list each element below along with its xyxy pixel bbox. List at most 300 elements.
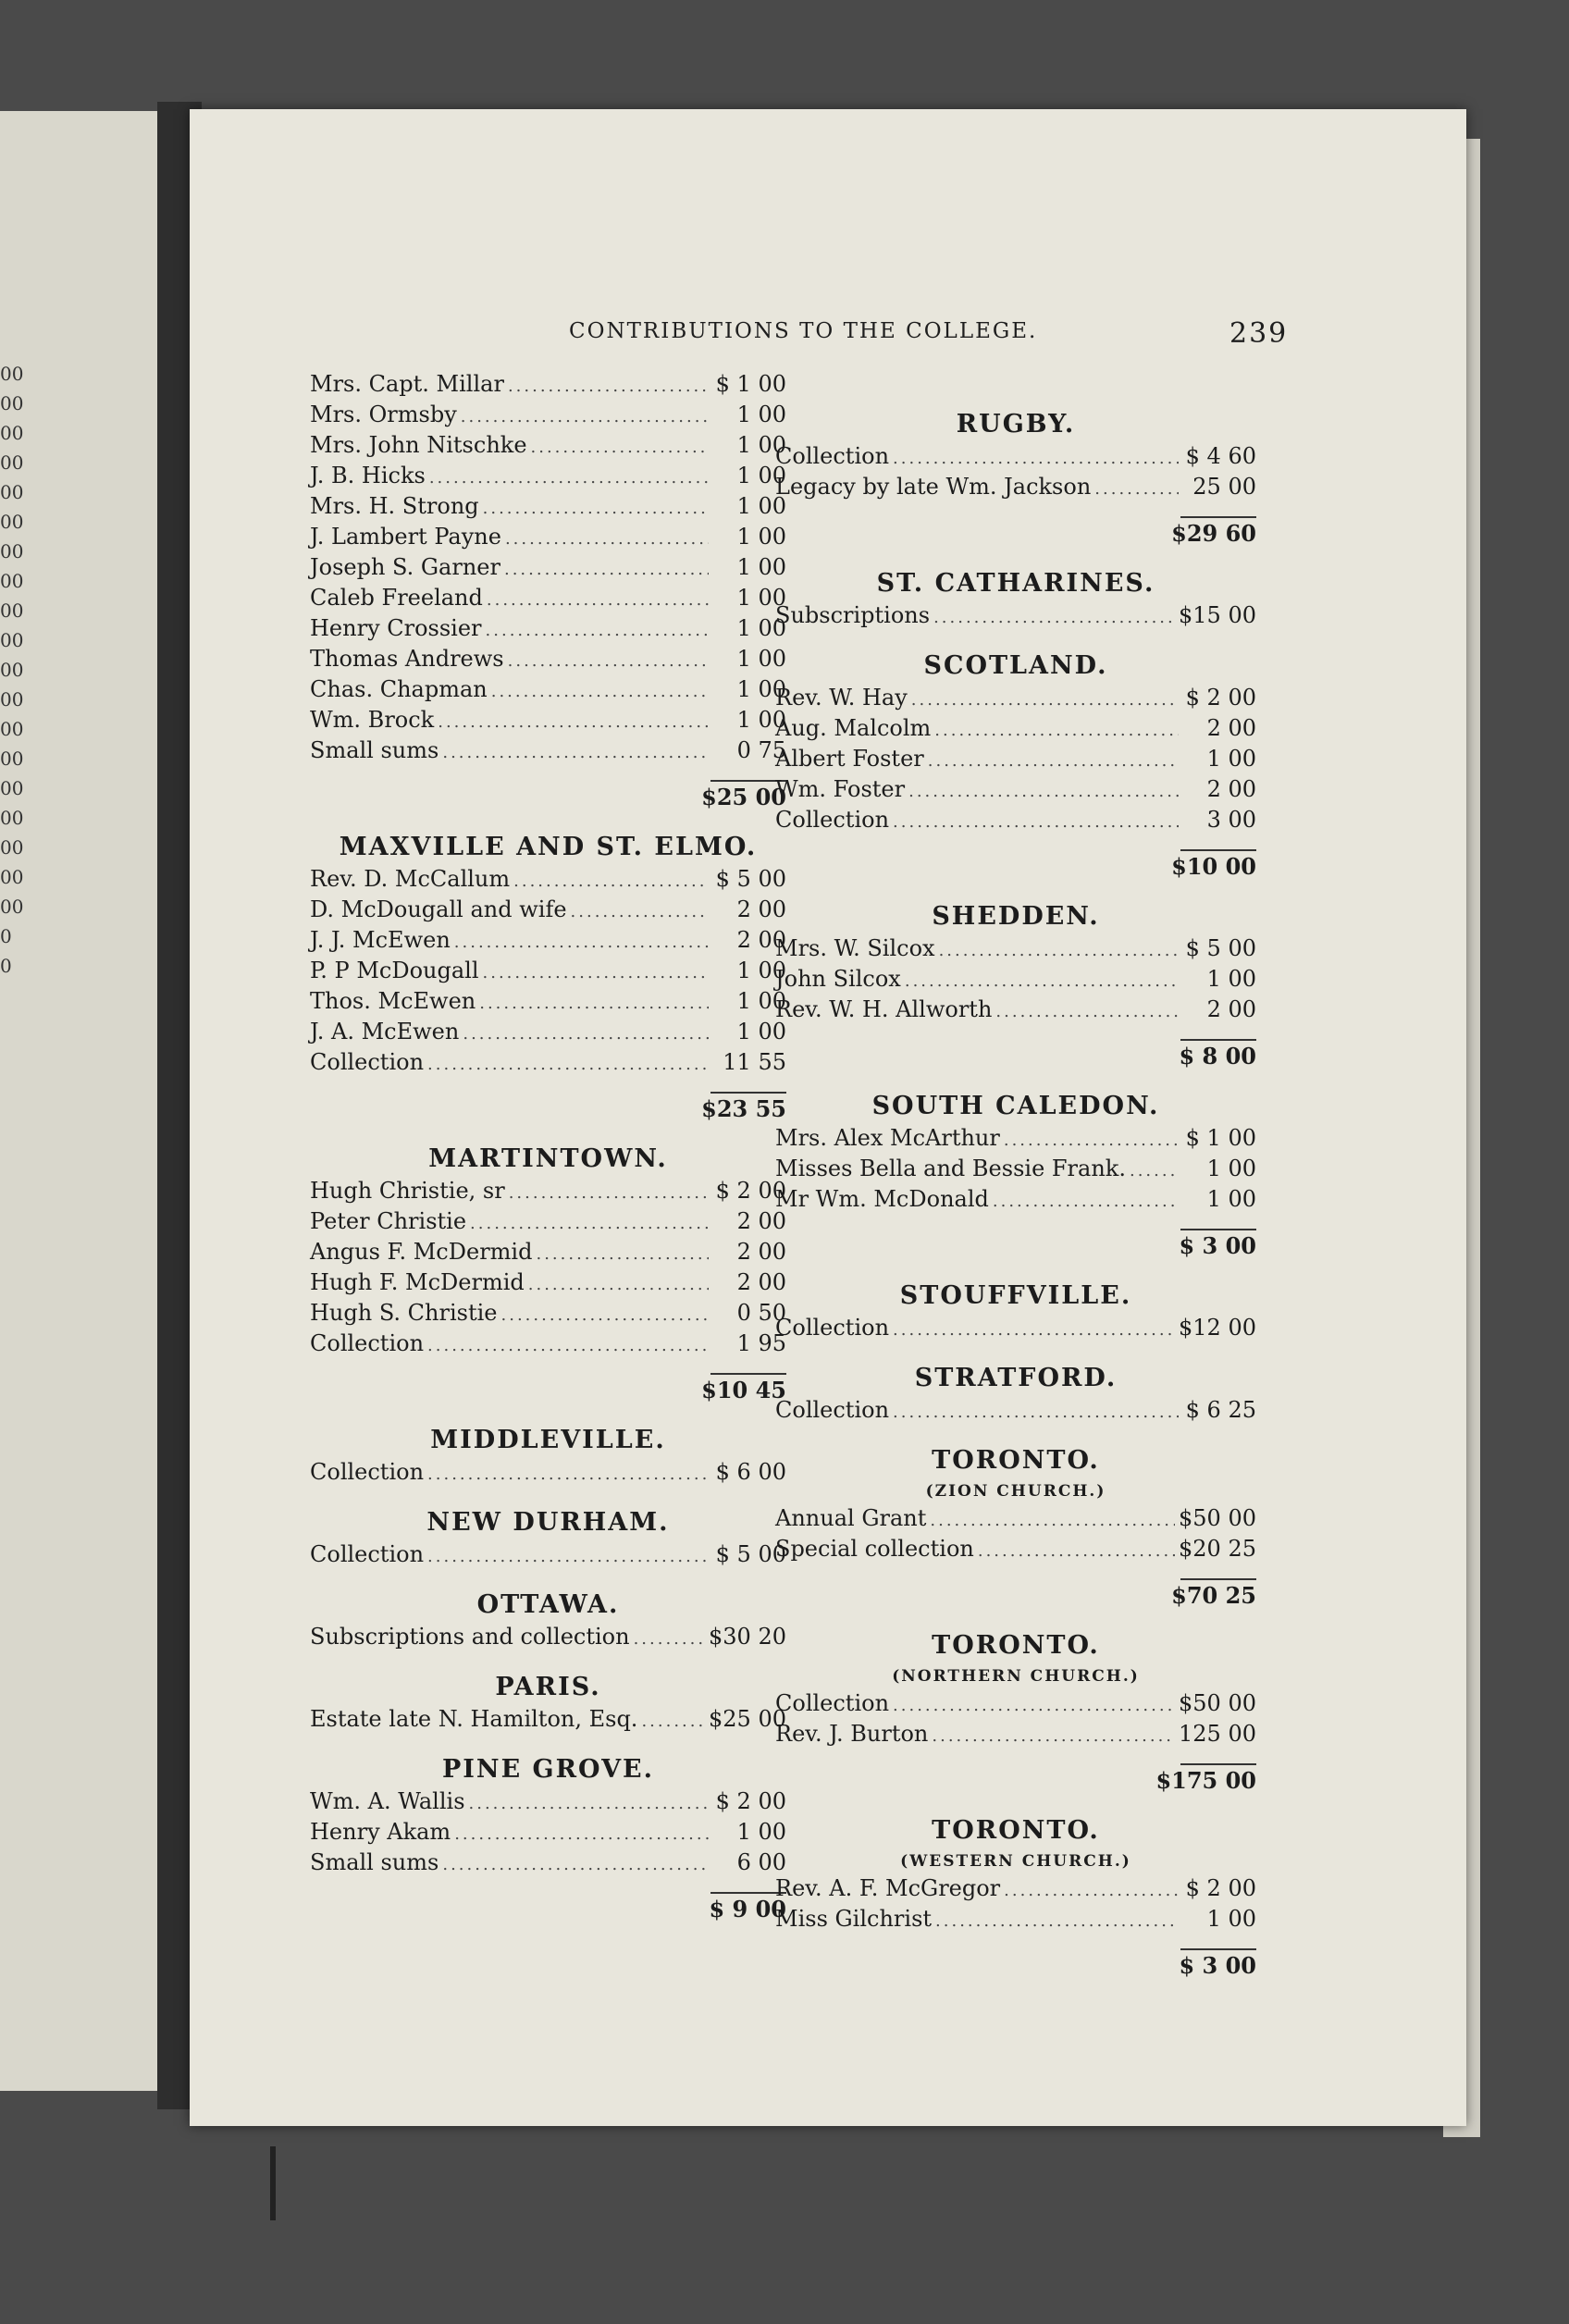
leader-dots	[893, 444, 1179, 473]
leader-dots	[930, 1506, 1175, 1535]
contributor-name: P. P McDougall	[310, 958, 479, 983]
contribution-row	[775, 714, 1256, 745]
scan-mark	[270, 2146, 276, 2220]
section-total: $ 9 00	[709, 1896, 786, 1922]
facing-page-fragment: 00	[0, 451, 24, 474]
leader-dots	[427, 1542, 709, 1571]
contributor-name: Subscriptions and collection	[310, 1624, 630, 1650]
contributor-name: Wm. A. Wallis	[310, 1788, 465, 1814]
leader-dots	[461, 402, 709, 431]
contributor-name: J. B. Hicks	[310, 463, 426, 488]
leader-dots	[513, 867, 709, 896]
contribution-row	[775, 1396, 1256, 1427]
left-column	[310, 370, 786, 1933]
contribution-amount: 1 00	[736, 432, 786, 458]
section-total: $10 45	[701, 1377, 786, 1403]
contributor-name: Collection	[310, 1459, 425, 1485]
contribution-row	[310, 1623, 786, 1653]
leader-dots	[491, 677, 709, 706]
contributor-name: Collection	[775, 1397, 890, 1423]
contribution-row	[310, 896, 786, 926]
leader-dots	[487, 586, 709, 614]
contributor-name: Joseph S. Garner	[310, 554, 500, 580]
facing-page-fragment: 00	[0, 511, 24, 533]
leader-dots	[634, 1625, 705, 1653]
section-gap	[310, 1125, 786, 1132]
facing-page-fragment: 00	[0, 718, 24, 740]
section-scotland	[775, 649, 1256, 890]
section-pine-grove	[310, 1752, 786, 1933]
contribution-amount: $30 20	[709, 1624, 786, 1650]
contribution-row	[310, 584, 786, 614]
leader-dots	[939, 936, 1179, 965]
leader-dots	[932, 1722, 1175, 1750]
contribution-amount: 1 00	[736, 988, 786, 1014]
contribution-row	[775, 1504, 1256, 1535]
facing-page-fragment: 00	[0, 659, 24, 681]
contribution-row	[310, 1818, 786, 1848]
contribution-amount: 1 00	[1206, 1156, 1256, 1181]
contributor-name: Rev. W. Hay	[775, 685, 908, 711]
leader-dots	[442, 738, 709, 767]
section-gap	[775, 883, 1256, 890]
contribution-amount: $ 1 00	[715, 371, 786, 397]
leader-dots	[427, 1460, 709, 1489]
section-gap	[310, 1653, 786, 1661]
section-opening-list	[310, 370, 786, 821]
contribution-amount: 11 55	[723, 1049, 786, 1075]
section-gap	[775, 1427, 1256, 1434]
contribution-row	[310, 926, 786, 957]
contributor-name: Peter Christie	[310, 1208, 467, 1234]
contribution-amount: 2 00	[736, 1239, 786, 1265]
section-gap	[775, 1344, 1256, 1352]
contributor-name: Special collection	[775, 1536, 974, 1562]
contribution-amount: 1 00	[1206, 966, 1256, 992]
contribution-amount: 6 00	[736, 1849, 786, 1875]
contribution-row	[310, 1238, 786, 1268]
contributor-name: Collection	[310, 1330, 425, 1356]
section-new-durham	[310, 1505, 786, 1578]
leader-dots	[508, 647, 709, 675]
leader-dots	[908, 777, 1179, 806]
section-shedden	[775, 899, 1256, 1080]
contribution-row	[310, 1207, 786, 1238]
contribution-amount: 125 00	[1179, 1721, 1256, 1747]
contribution-amount: $50 00	[1179, 1505, 1256, 1531]
contribution-amount: 2 00	[1206, 715, 1256, 741]
contribution-amount: $ 6 00	[715, 1459, 786, 1485]
leader-dots	[641, 1707, 705, 1736]
leader-dots	[505, 525, 709, 553]
contribution-row	[310, 1705, 786, 1736]
section-gap	[310, 1406, 786, 1414]
contributor-name: Caleb Freeland	[310, 585, 483, 611]
leader-dots	[429, 464, 709, 492]
contribution-amount: 0 50	[736, 1300, 786, 1326]
contribution-row	[310, 1048, 786, 1079]
section-heading: RUGBY.	[956, 410, 1076, 439]
contribution-amount: $ 1 00	[1185, 1125, 1256, 1151]
contribution-row	[310, 736, 786, 767]
contribution-amount: 2 00	[1206, 776, 1256, 802]
contributor-name: Chas. Chapman	[310, 676, 488, 702]
section-total: $29 60	[1171, 520, 1256, 547]
section-total: $23 55	[701, 1095, 786, 1122]
contribution-row	[310, 401, 786, 431]
contribution-row	[310, 1458, 786, 1489]
contributor-name: Annual Grant	[775, 1505, 927, 1531]
contribution-row	[775, 473, 1256, 503]
contribution-row	[310, 492, 786, 523]
contributor-name: Aug. Malcolm	[775, 715, 932, 741]
leader-dots	[483, 494, 709, 523]
contributor-name: Mrs. Alex McArthur	[775, 1125, 1000, 1151]
section-heading: NEW DURHAM.	[426, 1508, 670, 1537]
contribution-amount: $ 2 00	[1185, 1875, 1256, 1901]
contribution-row	[310, 1018, 786, 1048]
section-gap	[775, 1797, 1256, 1804]
contributor-name: Rev. D. McCallum	[310, 866, 511, 892]
contributor-name: Angus F. McDermid	[310, 1239, 533, 1265]
contribution-amount: $ 5 00	[715, 1541, 786, 1567]
contributor-name: Wm. Foster	[775, 776, 906, 802]
contribution-row	[775, 806, 1256, 836]
contributor-name: Collection	[775, 807, 890, 833]
leader-dots	[893, 808, 1179, 836]
leader-dots	[438, 708, 709, 736]
section-subheading: (ZION CHURCH.)	[925, 1482, 1106, 1501]
contribution-amount: 1 00	[736, 402, 786, 427]
facing-page-fragment: 00	[0, 363, 24, 385]
facing-page-fragment: 00	[0, 807, 24, 829]
section-heading: TORONTO.	[932, 1631, 1100, 1660]
leader-dots	[470, 1209, 709, 1238]
contributor-name: Collection	[775, 443, 890, 469]
page-number: 239	[1229, 317, 1289, 350]
contribution-row	[775, 1535, 1256, 1565]
contribution-row	[775, 965, 1256, 995]
section-maxville	[310, 830, 786, 1132]
contribution-row	[310, 1177, 786, 1207]
contribution-amount: 1 00	[736, 615, 786, 641]
contributor-name: Mrs. Ormsby	[310, 402, 457, 427]
leader-dots	[531, 433, 709, 462]
running-head-title: CONTRIBUTIONS TO THE COLLEGE.	[569, 319, 1038, 343]
section-heading: MAXVILLE AND ST. ELMO.	[339, 833, 758, 861]
leader-dots	[893, 1398, 1179, 1427]
contributor-name: Mr Wm. McDonald	[775, 1186, 989, 1212]
contribution-row	[775, 1720, 1256, 1750]
leader-dots	[504, 555, 709, 584]
leader-dots	[486, 616, 709, 645]
section-toronto-western	[775, 1813, 1256, 1989]
contribution-row	[775, 745, 1256, 775]
contributor-name: Hugh S. Christie	[310, 1300, 498, 1326]
contributor-name: Henry Akam	[310, 1819, 451, 1845]
contributor-name: Mrs. W. Silcox	[775, 935, 935, 961]
contribution-row	[310, 706, 786, 736]
contributor-name: D. McDougall and wife	[310, 896, 567, 922]
section-stouffville	[775, 1279, 1256, 1352]
contributor-name: Collection	[310, 1049, 425, 1075]
contribution-row	[775, 1905, 1256, 1935]
contributor-name: Mrs. Capt. Millar	[310, 371, 504, 397]
contribution-amount: $50 00	[1179, 1690, 1256, 1716]
contribution-amount: 1 00	[736, 958, 786, 983]
facing-page-fragment: 00	[0, 422, 24, 444]
section-gap	[775, 1982, 1256, 1989]
section-st-catharines	[775, 566, 1256, 639]
contribution-amount: $ 2 00	[1185, 685, 1256, 711]
contributor-name: Mrs. H. Strong	[310, 493, 479, 519]
contribution-row	[775, 1314, 1256, 1344]
contribution-row	[775, 684, 1256, 714]
contributor-name: Collection	[775, 1315, 890, 1341]
contribution-amount: 1 00	[736, 463, 786, 488]
contribution-amount: 1 00	[736, 493, 786, 519]
section-gap	[310, 1489, 786, 1496]
contributor-name: Subscriptions	[775, 602, 931, 628]
section-heading: SOUTH CALEDON.	[871, 1092, 1160, 1120]
section-heading: STOUFFVILLE.	[899, 1281, 1132, 1310]
leader-dots	[528, 1270, 709, 1299]
contributor-name: Miss Gilchrist	[775, 1906, 933, 1932]
contribution-amount: $15 00	[1179, 602, 1256, 628]
contributor-name: Albert Foster	[775, 746, 924, 772]
contribution-amount: 1 00	[1206, 1906, 1256, 1932]
contributor-name: J. J. McEwen	[310, 927, 451, 953]
section-total: $25 00	[701, 784, 786, 810]
contribution-row	[310, 865, 786, 896]
section-gap	[310, 1925, 786, 1933]
contribution-row	[310, 370, 786, 401]
facing-page-fragment: 00	[0, 540, 24, 562]
contributor-name: Hugh Christie, sr	[310, 1178, 505, 1204]
contribution-row	[310, 1848, 786, 1879]
contribution-row	[775, 775, 1256, 806]
leader-dots	[928, 747, 1179, 775]
facing-page-fragment: 00	[0, 866, 24, 888]
contribution-row	[775, 995, 1256, 1026]
facing-page-fragment: 00	[0, 688, 24, 711]
contribution-amount: 0 75	[736, 737, 786, 763]
leader-dots	[508, 372, 709, 401]
contribution-amount: $ 2 00	[715, 1178, 786, 1204]
contributor-name: Small sums	[310, 1849, 439, 1875]
leader-dots	[479, 989, 709, 1018]
contribution-row	[310, 553, 786, 584]
contribution-row	[310, 1268, 786, 1299]
section-heading: PINE GROVE.	[441, 1755, 655, 1784]
contributor-name: Wm. Brock	[310, 707, 435, 733]
leader-dots	[469, 1789, 709, 1818]
contribution-amount: 1 00	[1206, 1186, 1256, 1212]
section-heading: TORONTO.	[932, 1446, 1100, 1475]
facing-page-fragments	[0, 359, 28, 981]
leader-dots	[934, 716, 1179, 745]
contribution-amount: 1 00	[736, 646, 786, 672]
leader-dots	[442, 1850, 709, 1879]
contributor-name: J. A. McEwen	[310, 1019, 460, 1045]
contribution-amount: 2 00	[736, 1208, 786, 1234]
section-heading: TORONTO.	[932, 1816, 1100, 1845]
section-stratford	[775, 1361, 1256, 1434]
leader-dots	[1130, 1156, 1179, 1185]
leader-dots	[978, 1537, 1175, 1565]
contribution-amount: 1 00	[736, 524, 786, 550]
contribution-row	[310, 523, 786, 553]
contribution-amount: 1 00	[736, 1019, 786, 1045]
section-heading: MIDDLEVILLE.	[430, 1426, 666, 1454]
section-heading: ST. CATHARINES.	[876, 569, 1155, 598]
contribution-row	[775, 1689, 1256, 1720]
leader-dots	[427, 1331, 709, 1360]
contributor-name: Mrs. John Nitschke	[310, 432, 527, 458]
contribution-amount: 2 00	[736, 1269, 786, 1295]
facing-page-fragment: 00	[0, 570, 24, 592]
section-heading: SCOTLAND.	[923, 651, 1108, 680]
contribution-row	[310, 645, 786, 675]
contribution-row	[775, 934, 1256, 965]
contributor-name: Legacy by late Wm. Jackson	[775, 474, 1092, 500]
section-gap	[310, 1571, 786, 1578]
contributor-name: Estate late N. Hamilton, Esq.	[310, 1706, 638, 1732]
section-gap	[310, 813, 786, 821]
leader-dots	[1094, 475, 1179, 503]
contribution-row	[310, 1540, 786, 1571]
contribution-amount: 25 00	[1192, 474, 1256, 500]
contribution-amount: $ 2 00	[715, 1788, 786, 1814]
contribution-row	[310, 462, 786, 492]
leader-dots	[571, 897, 709, 926]
section-south-caledon	[775, 1089, 1256, 1269]
section-toronto-zion	[775, 1443, 1256, 1619]
facing-page-fragment: 00	[0, 836, 24, 859]
leader-dots	[893, 1316, 1175, 1344]
section-heading: OTTAWA.	[476, 1590, 620, 1619]
contribution-amount: 1 00	[736, 554, 786, 580]
contribution-amount: 2 00	[736, 896, 786, 922]
contributor-name: John Silcox	[775, 966, 901, 992]
facing-page-fragment: 0	[0, 925, 12, 947]
section-total: $ 3 00	[1179, 1952, 1256, 1979]
facing-page-fragment: 00	[0, 392, 24, 414]
leader-dots	[509, 1179, 709, 1207]
section-gap	[310, 1736, 786, 1743]
contribution-amount: 1 00	[736, 1819, 786, 1845]
section-heading: MARTINTOWN.	[428, 1144, 668, 1173]
contribution-row	[775, 442, 1256, 473]
leader-dots	[905, 967, 1179, 995]
facing-page-fragment: 00	[0, 481, 24, 503]
contributor-name: Small sums	[310, 737, 439, 763]
contribution-row	[775, 601, 1256, 632]
section-gap	[775, 1612, 1256, 1619]
facing-page-fragment: 00	[0, 600, 24, 622]
section-middleville	[310, 1423, 786, 1496]
leader-dots	[935, 1907, 1179, 1935]
section-gap	[775, 1072, 1256, 1080]
contribution-amount: $12 00	[1179, 1315, 1256, 1341]
contribution-row	[310, 431, 786, 462]
contributor-name: Collection	[310, 1541, 425, 1567]
contribution-amount: $25 00	[709, 1706, 786, 1732]
section-rugby	[775, 407, 1256, 557]
section-gap	[775, 1262, 1256, 1269]
leader-dots	[911, 686, 1179, 714]
section-subheading: (NORTHERN CHURCH.)	[892, 1667, 1140, 1686]
contribution-amount: $20 25	[1179, 1536, 1256, 1562]
contribution-row	[775, 1185, 1256, 1216]
leader-dots	[427, 1050, 709, 1079]
facing-page-fragment: 00	[0, 748, 24, 770]
contribution-amount: $ 4 60	[1185, 443, 1256, 469]
contribution-row	[310, 1787, 786, 1818]
section-martintown	[310, 1142, 786, 1414]
contributor-name: Thomas Andrews	[310, 646, 504, 672]
section-paris	[310, 1670, 786, 1743]
contribution-amount: 1 00	[1206, 746, 1256, 772]
section-toronto-northern	[775, 1628, 1256, 1804]
contributor-name: Collection	[775, 1690, 890, 1716]
contribution-amount: 1 00	[736, 707, 786, 733]
contribution-row	[310, 675, 786, 706]
section-total: $175 00	[1155, 1767, 1256, 1794]
contributor-name: Rev. W. H. Allworth	[775, 996, 993, 1022]
section-gap	[775, 550, 1256, 557]
contributor-name: Hugh F. McDermid	[310, 1269, 525, 1295]
contribution-row	[775, 1124, 1256, 1155]
leader-dots	[501, 1301, 710, 1329]
leader-dots	[1004, 1126, 1179, 1155]
section-total: $10 00	[1171, 853, 1256, 880]
contribution-amount: $ 6 25	[1185, 1397, 1256, 1423]
contribution-amount: 1 95	[736, 1330, 786, 1356]
leader-dots	[454, 1820, 709, 1848]
contribution-amount: $ 5 00	[1185, 935, 1256, 961]
contribution-row	[775, 1874, 1256, 1905]
contribution-row	[310, 987, 786, 1018]
section-heading: PARIS.	[495, 1673, 601, 1701]
section-total: $ 3 00	[1179, 1232, 1256, 1259]
leader-dots	[463, 1020, 709, 1048]
contribution-row	[775, 1155, 1256, 1185]
section-heading: SHEDDEN.	[932, 902, 1100, 931]
facing-page-fragment: 00	[0, 896, 24, 918]
contribution-amount: 3 00	[1206, 807, 1256, 833]
contributor-name: Rev. A. F. McGregor	[775, 1875, 1001, 1901]
contribution-amount: $ 5 00	[715, 866, 786, 892]
section-ottawa	[310, 1588, 786, 1661]
leader-dots	[536, 1240, 709, 1268]
section-total: $ 8 00	[1179, 1043, 1256, 1069]
facing-page-fragment: 00	[0, 777, 24, 799]
section-subheading: (WESTERN CHURCH.)	[900, 1852, 1131, 1871]
contribution-row	[310, 1299, 786, 1329]
contribution-row	[310, 1329, 786, 1360]
contribution-row	[310, 614, 786, 645]
section-heading: STRATFORD.	[914, 1364, 1118, 1392]
facing-page-fragment: 00	[0, 629, 24, 651]
leader-dots	[454, 928, 709, 957]
contributor-name: Misses Bella and Bessie Frank.	[775, 1156, 1126, 1181]
leader-dots	[1004, 1876, 1179, 1905]
leader-dots	[995, 997, 1179, 1026]
right-column	[775, 398, 1256, 1989]
leader-dots	[893, 1691, 1175, 1720]
section-total: $70 25	[1171, 1582, 1256, 1609]
